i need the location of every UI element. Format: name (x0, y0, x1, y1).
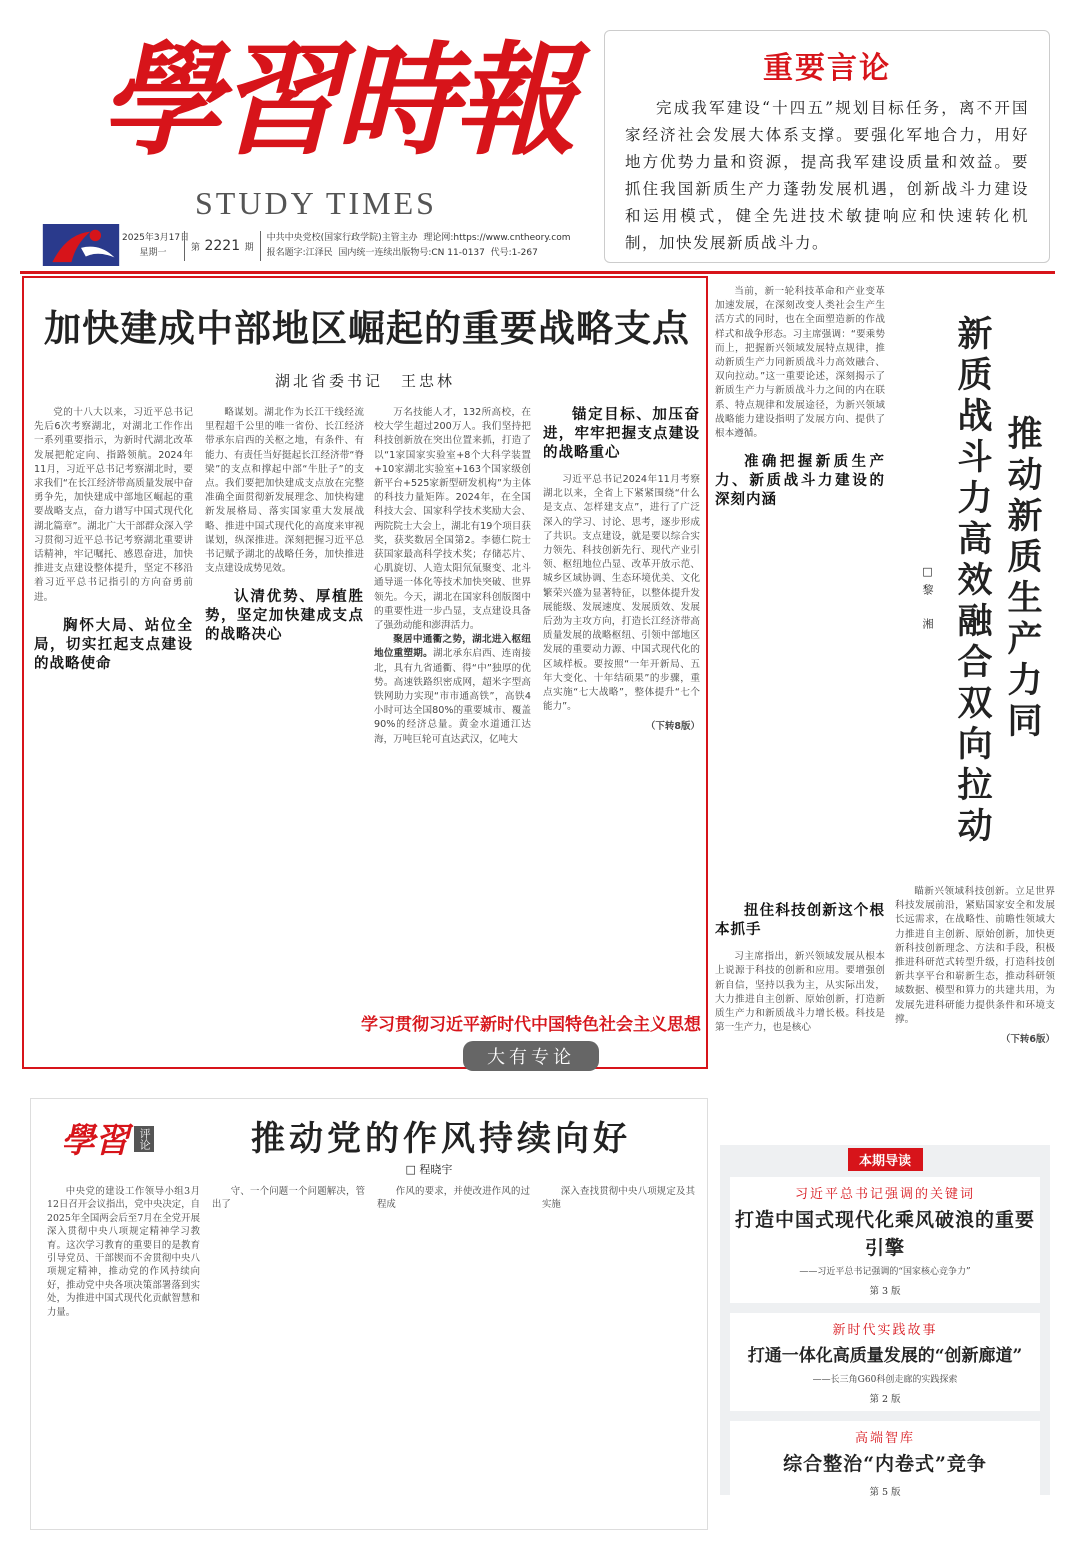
commentary-tag: 评论 (134, 1126, 154, 1152)
guide-kicker: 新时代实践故事 (832, 1323, 938, 1338)
column-banner (358, 1010, 704, 1070)
paragraph: 瞄新兴领域科技创新。立足世界科技发展前沿，紧贴国家安全和发展长远需求，在战略性、前瞻性领域大力推进自主创新、原始创新，加快更新科技创新理念、方法和手段，积极推进科研范式转型升级，打造科技创新共享平台和崭新生态，推动科研领域数据、模型和算力的共建共用，为发展先进科研能力提供条件和环境支撑。 (895, 886, 1055, 1025)
main-article-title[interactable]: 加快建成中部地区崛起的重要战略支点 (44, 307, 690, 350)
paragraph: 党的十八大以来，习近平总书记先后6次考察湖北，对湖北工作作出一系列重要指示，为新时代湖北改革发展把舵定向、指路领航。2024年11月，习近平总书记考察湖北时，要求我们“在长江经济带高质量发展中奋勇争先，加快建成中部地区崛起的重要战略支点，奋力谱写中国式现代化湖北篇章”。湖北广大干部群众深入学习贯彻习近平总书记考察湖北重要讲话精神，牢记嘱托、感恩奋进，加快推进支点建设整体提升，坚定不移沿着习近平总书记指引的方向奋勇前进。 (34, 407, 193, 603)
section-heading: 胸怀大局、站位全局，切实扛起支点建设的战略使命 (34, 617, 193, 672)
right-article-author: □黎 湘 (921, 565, 934, 635)
divider (20, 271, 1055, 274)
column-name: 大有专论 (463, 1041, 599, 1071)
quote-title: 重要言论 (763, 51, 891, 86)
banner-title: 学习贯彻习近平新时代中国特色社会主义思想 (361, 1015, 701, 1035)
paragraph: 中央党的建设工作领导小组3月12日召开会议指出，党中央决定，自2025年全国两会后至7月在全党开展深入贯彻中央八项规定精神学习教育。这次学习教育的重要目的是教育引导党员、干部锲而不舍贯彻中央八项规定精神，推动党的作风持续向好，推动党中央各项决策部署落到实处，为推进中国式现代化贡献智慧和力量。 (47, 1186, 200, 1318)
guide-kicker: 习近平总书记强调的关键词 (794, 1187, 975, 1202)
emblem-icon (42, 224, 120, 266)
main-article (22, 276, 708, 1069)
paragraph: 习近平总书记2024年11月考察湖北以来，全省上下紧紧围绕“什么是支点、怎样建支点”，进行了广泛深入的学习、讨论、思考，逐步形成了共识。支点建设，就是要以综合实力领先、科技创新先行、现代产业引领、枢纽地位凸显、改革开放示范、城乡区域协调、生态环境优美、文化繁荣兴盛为显著特征，以整体提升发展能级、发展速度、发展质效、发展后劲为主攻方向，打造长江经济带高质量发展的战略枢纽、引领中部地区发展的重要动力源、中国式现代化的区域样板。要按照“一年开新局、五年大变化、十年结硕果”的步骤，重点实施“七大战略”，整体提升“七个能力”。 (543, 474, 700, 713)
commentary-body (47, 1185, 695, 1525)
lead-phrase: 聚居中通衢之势，湖北进入枢纽地位重塑期。 (374, 634, 531, 660)
issue-weekday: 星期一 (139, 248, 167, 258)
important-quote-box (604, 30, 1050, 263)
guide-item[interactable] (730, 1313, 1040, 1411)
logo-calligraphy: 學習時報 (100, 28, 572, 172)
section-heading: 认清优势、厚植胜势，坚定加快建成支点的战略决心 (205, 589, 364, 644)
cn-number: 国内统一连续出版物号:CN 11-0137 (338, 248, 485, 258)
logo-english: STUDY TIMES (195, 185, 437, 221)
guide-page: 第 5 版 (869, 1487, 901, 1498)
paragraph: 万名技能人才，132所高校，在校大学生超过200万人。我们坚持把科技创新放在突出位置来抓，打造了以“1家国家实验室+8个大科学装置+10家湖北实验室+163个国家级创新平台+525家新型研发机构”为主体的科技力量矩阵。2024年，在全国科技大会、国家科学技术奖励大会、两院院士大会上，湖北有19个项目获奖，获奖数居全国第2。李德仁院士获国家最高科学技术奖；存储芯片、心肌旋切、人造太阳氘氚聚变、北斗通导遥一体化等技术加快突破、世界领先。今天，湖北在国家科创版图中的重要性进一步凸显，支点建设具备了强劲动能和澎湃活力。 (374, 407, 531, 632)
right-article-title-line1[interactable]: 推动新质生产力同 (1002, 415, 1042, 743)
right-article (715, 285, 1055, 1135)
calligraphy-credit: 报名题字:江泽民 (266, 248, 333, 258)
right-article-body (715, 285, 885, 1125)
guide-subtitle: ——长三角G60科创走廊的实践探索 (812, 1375, 958, 1385)
publisher: 中共中央党校(国家行政学院)主管主办 (266, 233, 418, 243)
masthead-logo (50, 20, 595, 220)
guide-title: 本期导读 (848, 1148, 923, 1171)
guide-page: 第 2 版 (869, 1394, 901, 1405)
postal-code: 代号:1-267 (490, 248, 538, 258)
section-heading: 准确把握新质生产力、新质战斗力建设的深刻内涵 (715, 454, 885, 509)
issue-date: 2025年3月17日 (122, 233, 190, 243)
section-heading: 锚定目标、加压奋进，牢牢把握支点建设的战略重心 (543, 407, 700, 461)
guide-headline: 综合整治“内卷式”竞争 (783, 1453, 987, 1475)
guide-kicker: 高端智库 (854, 1431, 915, 1446)
main-article-body-right (374, 406, 700, 1006)
guide-page: 第 3 版 (869, 1286, 901, 1297)
main-article-body-left (34, 406, 364, 1061)
continued-note: （下转8版） (645, 721, 700, 733)
commentary-title[interactable]: 推动党的作风持续向好 (251, 1119, 631, 1159)
paragraph: 守、一个问题一个问题解决，管出了 (212, 1186, 365, 1211)
paragraph: 略谋划。湖北作为长江干线经流里程超千公里的唯一省份、长江经济带承东启西的关枢之地，有条件、有能力、有责任当好挺起长江经济带“脊梁”的支点和撑起中部“牛肚子”的支点。我们要把加快建成支点放在完整准确全面贯彻新发展理念、加快构建新发展格局、落实国家重大发展战略、推进中国式现代化的高度来审视谋划，纵深推进。深刻把握习近平总书记赋予湖北的战略任务，加快推进支点建设成势见效。 (205, 407, 364, 575)
guide-subtitle: ——习近平总书记强调的“国家核心竞争力” (799, 1267, 971, 1277)
commentary-author: □ 程晓宇 (405, 1163, 453, 1176)
paragraph: 当前，新一轮科技革命和产业变革加速发展，在深刻改变人类社会生产生活方式的同时，也在全面塑造新的作战样式和战争形态。习主席强调：“要乘势而上，把握新兴领域发展特点规律，推动新质生产力同新质战斗力高效融合、双向拉动。”这一重要论述，深刻揭示了新质生产力与新质战斗力之间的内在联系、特点规律和发展途径，为新兴领域战略能力建设指明了发展方向、提供了根本遵循。 (715, 286, 885, 440)
main-article-byline: 湖北省委书记 王忠林 (274, 372, 455, 390)
paragraph: 深入查找贯彻中央八项规定及其实施 (542, 1186, 695, 1211)
issue-number: 第 2221 期 (184, 231, 261, 261)
guide-headline: 打造中国式现代化乘风破浪的重要引擎 (734, 1209, 1035, 1259)
right-article-title-line2[interactable]: 新质战斗力高效融合双向拉动 (952, 315, 992, 848)
paragraph: 习主席指出，新兴领域发展从根本上说源于科技的创新和应用。要增强创新自信，坚持以我为主，从实际出发，大力推进自主创新、原始创新，打造新质生产力和新质战斗力增长极。科技是第一生产力，也是核心 (715, 951, 885, 1034)
commentary-article (30, 1098, 708, 1530)
paragraph: 聚居中通衢之势，湖北进入枢纽地位重塑期。湖北承东启西、连南接北，具有九省通衢、得“中”独厚的优势。高速铁路织密成网，超米字型高铁网助力实现“市市通高铁”，高铁4小时可达全国80%的重要城市、覆盖90%的经济总量。黄金水道通江达海，万吨巨轮可直达武汉，亿吨大 (374, 634, 532, 745)
section-heading: 扭住科技创新这个根本抓手 (715, 903, 885, 939)
masthead-info-bar (122, 228, 604, 264)
issue-guide (720, 1145, 1050, 1498)
right-article-body-2 (895, 885, 1055, 1135)
quote-text: 完成我军建设“十四五”规划目标任务，离不开国家经济社会发展大体系支撑。要强化军地合力，用好地方优势力量和资源，提高我军建设质量和效益。要抓住我国新质生产力蓬勃发展机遇，创新战斗力建设和运用模式，健全先进技术敏捷响应和快速转化机制，加快发展新质战斗力。 (625, 99, 1029, 252)
guide-item[interactable] (730, 1421, 1040, 1504)
guide-item[interactable] (730, 1177, 1040, 1303)
website-link[interactable]: 理论网:https://www.cntheory.com (423, 233, 571, 243)
paragraph: 作风的要求，并使改进作风的过程成 (377, 1186, 530, 1211)
commentary-logo-text: 學習 (61, 1121, 129, 1161)
guide-headline: 打通一体化高质量发展的“创新廊道” (747, 1346, 1023, 1366)
continued-note: （下转6版） (1000, 1034, 1055, 1046)
